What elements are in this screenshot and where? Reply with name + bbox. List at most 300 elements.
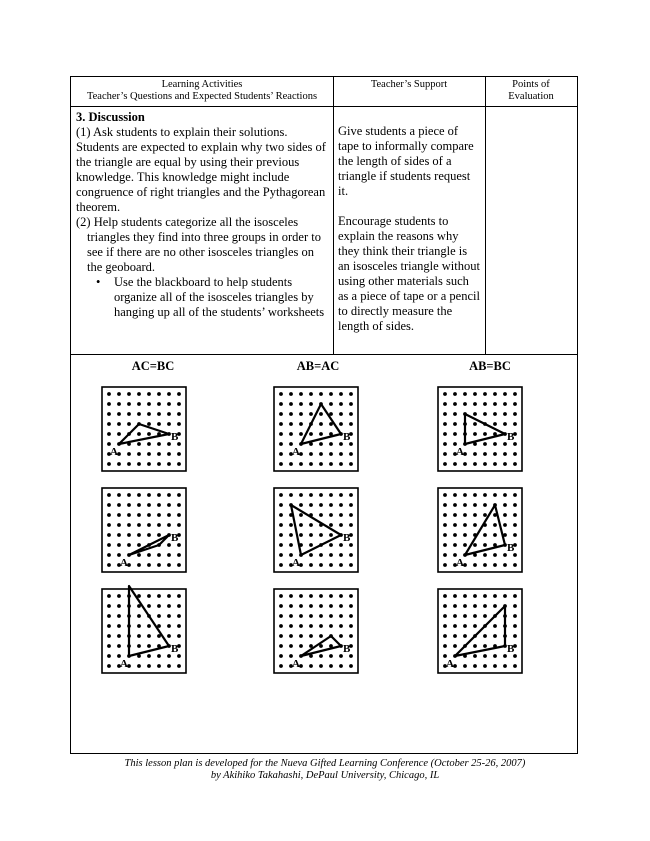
peg <box>503 513 507 517</box>
peg <box>309 523 313 527</box>
peg <box>513 664 517 668</box>
peg <box>107 462 111 466</box>
peg <box>483 462 487 466</box>
peg <box>289 462 293 466</box>
peg <box>117 543 121 547</box>
peg <box>107 604 111 608</box>
peg <box>117 513 121 517</box>
peg <box>157 654 161 658</box>
peg <box>473 503 477 507</box>
peg <box>453 392 457 396</box>
peg <box>513 412 517 416</box>
peg <box>319 594 323 598</box>
peg <box>349 604 353 608</box>
peg <box>513 533 517 537</box>
peg <box>443 432 447 436</box>
peg <box>127 412 131 416</box>
peg <box>493 402 497 406</box>
peg <box>157 493 161 497</box>
peg <box>473 452 477 456</box>
peg <box>329 392 333 396</box>
peg <box>483 412 487 416</box>
peg <box>289 392 293 396</box>
peg <box>299 392 303 396</box>
peg <box>107 634 111 638</box>
peg <box>339 503 343 507</box>
peg <box>463 594 467 598</box>
peg <box>177 634 181 638</box>
peg <box>177 604 181 608</box>
peg <box>329 402 333 406</box>
peg <box>483 553 487 557</box>
peg <box>177 513 181 517</box>
peg <box>117 432 121 436</box>
peg <box>107 412 111 416</box>
peg <box>319 513 323 517</box>
peg <box>443 634 447 638</box>
peg <box>127 462 131 466</box>
peg <box>483 493 487 497</box>
peg <box>319 493 323 497</box>
peg <box>453 614 457 618</box>
geoboard-frame <box>274 589 358 673</box>
peg <box>279 402 283 406</box>
peg <box>339 493 343 497</box>
peg <box>453 594 457 598</box>
peg <box>137 664 141 668</box>
peg <box>329 462 333 466</box>
peg <box>513 513 517 517</box>
peg <box>309 452 313 456</box>
peg <box>167 553 171 557</box>
peg <box>299 402 303 406</box>
peg <box>157 462 161 466</box>
peg <box>137 392 141 396</box>
peg <box>349 503 353 507</box>
peg <box>279 563 283 567</box>
peg <box>279 493 283 497</box>
peg <box>349 513 353 517</box>
peg <box>473 614 477 618</box>
peg <box>147 634 151 638</box>
peg <box>493 523 497 527</box>
peg <box>463 493 467 497</box>
peg <box>167 493 171 497</box>
peg <box>289 523 293 527</box>
peg <box>483 604 487 608</box>
peg <box>147 644 151 648</box>
peg <box>167 604 171 608</box>
peg <box>329 503 333 507</box>
peg <box>493 594 497 598</box>
peg <box>443 563 447 567</box>
peg <box>513 624 517 628</box>
peg <box>309 664 313 668</box>
peg <box>167 523 171 527</box>
peg <box>443 392 447 396</box>
peg <box>453 523 457 527</box>
peg <box>127 493 131 497</box>
peg <box>473 493 477 497</box>
peg <box>483 634 487 638</box>
bullet-icon: • <box>96 275 101 289</box>
peg <box>463 543 467 547</box>
peg <box>299 432 303 436</box>
peg <box>319 503 323 507</box>
peg <box>127 503 131 507</box>
peg <box>289 422 293 426</box>
discussion-item-1: (1) Ask students to explain their solutions. Students are expected to explain why two sides of the triangle are equal by using their previous knowledge. This knowledge might include congruence of right triangles and the Pythagorean theorem. <box>76 125 326 214</box>
peg <box>473 412 477 416</box>
peg <box>463 503 467 507</box>
peg <box>483 543 487 547</box>
peg <box>483 594 487 598</box>
peg <box>309 604 313 608</box>
peg <box>453 402 457 406</box>
vertex-label-a: A <box>292 557 300 569</box>
peg <box>299 523 303 527</box>
peg <box>463 392 467 396</box>
table-header-row <box>71 77 577 107</box>
peg <box>279 594 283 598</box>
geoboard <box>274 589 358 673</box>
vertex-label-a: A <box>456 446 464 458</box>
peg <box>177 594 181 598</box>
peg <box>453 624 457 628</box>
peg <box>443 503 447 507</box>
geoboard <box>102 387 186 471</box>
peg <box>117 614 121 618</box>
peg <box>443 462 447 466</box>
peg <box>157 533 161 537</box>
peg <box>289 432 293 436</box>
peg <box>329 493 333 497</box>
peg <box>137 644 141 648</box>
peg <box>299 614 303 618</box>
peg <box>349 664 353 668</box>
peg <box>137 543 141 547</box>
peg <box>177 503 181 507</box>
peg <box>319 553 323 557</box>
geoboard-frame <box>274 488 358 572</box>
peg <box>117 412 121 416</box>
peg <box>329 543 333 547</box>
peg <box>147 664 151 668</box>
peg <box>279 543 283 547</box>
peg <box>463 614 467 618</box>
peg <box>147 493 151 497</box>
geoboard-drawings <box>71 355 577 751</box>
peg <box>483 392 487 396</box>
header-points-line1: Points of <box>512 79 550 90</box>
peg <box>117 644 121 648</box>
peg <box>483 513 487 517</box>
peg <box>453 422 457 426</box>
peg <box>493 563 497 567</box>
peg <box>319 624 323 628</box>
geoboard-frame <box>102 589 186 673</box>
peg <box>483 654 487 658</box>
peg <box>167 594 171 598</box>
peg <box>279 644 283 648</box>
peg <box>339 624 343 628</box>
peg <box>339 392 343 396</box>
header-learning-activities-line2: Teacher’s Questions and Expected Students’ Reactions <box>86 91 318 102</box>
peg <box>117 493 121 497</box>
peg <box>339 412 343 416</box>
peg <box>147 452 151 456</box>
peg <box>299 634 303 638</box>
peg <box>137 513 141 517</box>
peg <box>107 553 111 557</box>
peg <box>339 523 343 527</box>
peg <box>157 614 161 618</box>
peg <box>493 493 497 497</box>
peg <box>463 402 467 406</box>
peg <box>137 624 141 628</box>
peg <box>339 604 343 608</box>
peg <box>503 412 507 416</box>
peg <box>107 503 111 507</box>
peg <box>279 523 283 527</box>
peg <box>309 432 313 436</box>
peg <box>473 624 477 628</box>
peg <box>349 462 353 466</box>
peg <box>319 614 323 618</box>
peg <box>157 452 161 456</box>
peg <box>473 664 477 668</box>
peg <box>443 644 447 648</box>
peg <box>349 452 353 456</box>
peg <box>483 503 487 507</box>
peg <box>107 523 111 527</box>
peg <box>309 503 313 507</box>
peg <box>107 563 111 567</box>
peg <box>157 594 161 598</box>
peg <box>309 412 313 416</box>
peg <box>279 392 283 396</box>
peg <box>279 442 283 446</box>
peg <box>473 594 477 598</box>
peg <box>147 594 151 598</box>
peg <box>513 614 517 618</box>
peg <box>349 412 353 416</box>
vertex-label-b: B <box>343 431 351 443</box>
support-paragraph-2: Encourage students to explain the reasons why they think their triangle is an isosceles triangle without using other materials such as a piece of tape or a pencil to directly measure the length of sides. <box>338 214 480 333</box>
learning-activities-cell <box>71 107 333 354</box>
peg <box>107 654 111 658</box>
group-title-ab-bc: AB=BC <box>469 359 511 373</box>
peg <box>339 614 343 618</box>
peg <box>513 422 517 426</box>
footer-line-1: This lesson plan is developed for the Nueva Gifted Learning Conference (October 25-26, 2007) <box>124 758 526 769</box>
peg <box>493 533 497 537</box>
peg <box>157 513 161 517</box>
peg <box>463 664 467 668</box>
peg <box>493 422 497 426</box>
peg <box>503 503 507 507</box>
vertex-label-b: B <box>343 643 351 655</box>
peg <box>473 422 477 426</box>
peg <box>443 412 447 416</box>
peg <box>513 594 517 598</box>
peg <box>107 402 111 406</box>
peg <box>513 604 517 608</box>
vertex-label-a: A <box>110 446 118 458</box>
peg <box>147 523 151 527</box>
peg <box>279 422 283 426</box>
peg <box>107 493 111 497</box>
peg <box>289 533 293 537</box>
peg <box>299 594 303 598</box>
peg <box>329 563 333 567</box>
peg <box>117 533 121 537</box>
peg <box>349 422 353 426</box>
peg <box>339 563 343 567</box>
peg <box>503 392 507 396</box>
peg <box>453 604 457 608</box>
peg <box>339 462 343 466</box>
peg <box>147 402 151 406</box>
peg <box>157 604 161 608</box>
peg <box>279 452 283 456</box>
geoboard <box>102 586 186 673</box>
peg <box>319 563 323 567</box>
peg <box>473 654 477 658</box>
peg <box>127 452 131 456</box>
peg <box>453 644 457 648</box>
peg <box>513 462 517 466</box>
geoboard <box>274 488 358 572</box>
peg <box>453 533 457 537</box>
peg <box>493 624 497 628</box>
peg <box>329 664 333 668</box>
peg <box>137 493 141 497</box>
peg <box>127 392 131 396</box>
peg <box>349 392 353 396</box>
peg <box>177 553 181 557</box>
peg <box>513 503 517 507</box>
vertex-label-b: B <box>507 431 515 443</box>
peg <box>167 513 171 517</box>
peg <box>349 563 353 567</box>
peg <box>319 634 323 638</box>
peg <box>503 594 507 598</box>
peg <box>107 392 111 396</box>
peg <box>117 462 121 466</box>
peg <box>453 432 457 436</box>
peg <box>107 543 111 547</box>
peg <box>299 462 303 466</box>
peg <box>339 664 343 668</box>
group-title-ac-bc: AC=BC <box>131 359 175 373</box>
peg <box>147 533 151 537</box>
peg <box>309 543 313 547</box>
header-points-of-evaluation <box>485 77 577 106</box>
vertex-label-a: A <box>456 557 464 569</box>
peg <box>339 594 343 598</box>
peg <box>349 523 353 527</box>
peg <box>147 624 151 628</box>
peg <box>147 422 151 426</box>
peg <box>279 664 283 668</box>
vertex-label-a: A <box>292 446 300 458</box>
peg <box>127 513 131 517</box>
peg <box>483 432 487 436</box>
peg <box>167 402 171 406</box>
peg <box>309 402 313 406</box>
geoboard-figures <box>71 355 577 753</box>
vertex-label-b: B <box>171 643 179 655</box>
peg <box>147 462 151 466</box>
peg <box>117 634 121 638</box>
peg <box>147 563 151 567</box>
peg <box>107 422 111 426</box>
peg <box>127 523 131 527</box>
peg <box>473 563 477 567</box>
peg <box>107 664 111 668</box>
header-learning-activities-line1: Learning Activities <box>161 79 243 90</box>
peg <box>443 422 447 426</box>
peg <box>493 553 497 557</box>
peg <box>473 523 477 527</box>
peg <box>279 614 283 618</box>
peg <box>309 392 313 396</box>
peg <box>443 624 447 628</box>
peg <box>309 553 313 557</box>
peg <box>117 604 121 608</box>
peg <box>483 452 487 456</box>
peg <box>453 412 457 416</box>
peg <box>107 614 111 618</box>
peg <box>483 614 487 618</box>
peg <box>453 462 457 466</box>
peg <box>503 402 507 406</box>
geoboard-frame <box>102 488 186 572</box>
peg <box>289 594 293 598</box>
peg <box>137 523 141 527</box>
points-of-evaluation-cell <box>485 107 577 354</box>
peg <box>299 624 303 628</box>
peg <box>127 543 131 547</box>
peg <box>319 422 323 426</box>
geoboard-frame <box>274 387 358 471</box>
peg <box>177 452 181 456</box>
peg <box>279 513 283 517</box>
peg <box>147 503 151 507</box>
peg <box>309 462 313 466</box>
peg <box>177 493 181 497</box>
geoboard <box>274 387 358 471</box>
vertex-label-a: A <box>120 557 128 569</box>
geoboard <box>102 488 186 572</box>
discussion-bullet-text: Use the blackboard to help students organize all of the isosceles triangles by hanging up all of the students’ worksheets <box>114 275 325 319</box>
discussion-title: 3. Discussion <box>76 110 145 124</box>
geoboard <box>438 589 522 673</box>
peg <box>289 412 293 416</box>
peg <box>147 412 151 416</box>
peg <box>107 513 111 517</box>
peg <box>513 452 517 456</box>
peg <box>309 624 313 628</box>
peg <box>167 503 171 507</box>
peg <box>279 624 283 628</box>
peg <box>513 493 517 497</box>
peg <box>279 553 283 557</box>
peg <box>299 493 303 497</box>
peg <box>329 654 333 658</box>
peg <box>309 533 313 537</box>
